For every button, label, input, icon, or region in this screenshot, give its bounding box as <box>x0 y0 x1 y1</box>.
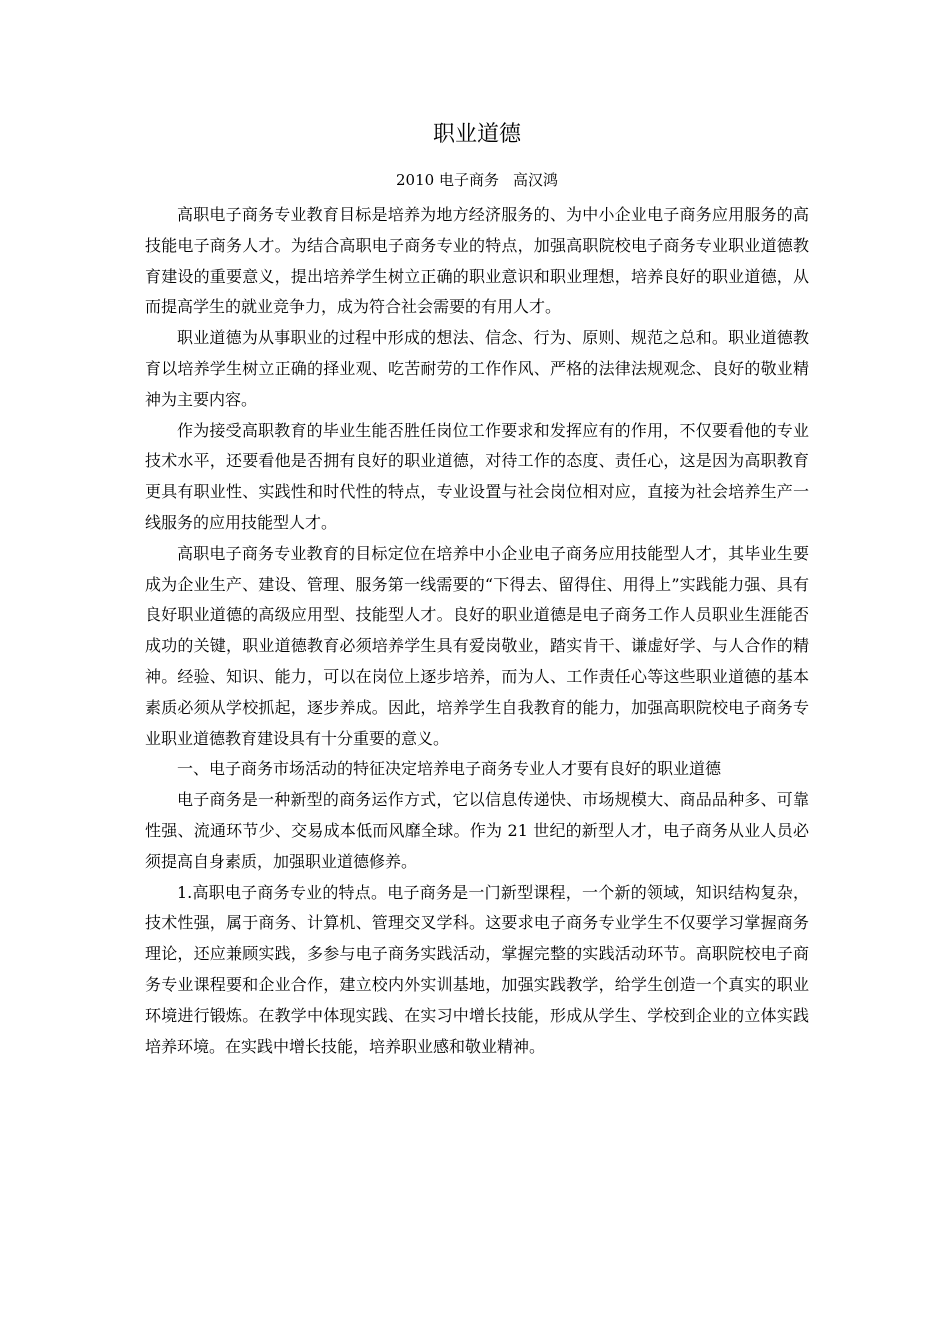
paragraph-1: 高职电子商务专业教育目标是培养为地方经济服务的、为中小企业电子商务应用服务的高技能电子商务人才。为结合高职电子商务专业的特点，加强高职院校电子商务专业职业道德教育建设的重要意义，提出培养学生树立正确的职业意识和职业理想，培养良好的职业道德，从而提高学生的就业竞争力，成为符合社会需要的有用人才。 <box>145 205 809 317</box>
document-subtitle <box>145 168 809 192</box>
class-label: 2010 电子商务 <box>396 171 499 189</box>
document-body <box>145 200 809 1062</box>
paragraph-4: 高职电子商务专业教育的目标定位在培养中小企业电子商务应用技能型人才，其毕业生要成为企业生产、建设、管理、服务第一线需要的“下得去、留得住、用得上”实践能力强、具有良好职业道德的高级应用型、技能型人才。良好的职业道德是电子商务工作人员职业生涯能否成功的关键，职业道德教育必须培养学生具有爱岗敬业，踏实肯干、谦虚好学、与人合作的精神。经验、知识、能力，可以在岗位上逐步培养，而为人、工作责任心等这些职业道德的基本素质必须从学校抓起，逐步养成。因此，培养学生自我教育的能力，加强高职院校电子商务专业职业道德教育建设具有十分重要的意义。 <box>145 543 809 748</box>
document-title: 职业道德 <box>432 122 521 147</box>
paragraph-2: 职业道德为从事职业的过程中形成的想法、信念、行为、原则、规范之总和。职业道德教育以培养学生树立正确的择业观、吃苦耐劳的工作作风、严格的法律法规观念、良好的敬业精神为主要内容。 <box>145 328 809 409</box>
author-name: 高汉鸿 <box>512 171 558 189</box>
paragraph-6: 1.高职电子商务专业的特点。电子商务是一门新型课程，一个新的领域，知识结构复杂，技术性强，属于商务、计算机、管理交叉学科。这要求电子商务专业学生不仅要学习掌握商务理论，还应兼顾实践，多参与电子商务实践活动，掌握完整的实践活动环节。高职院校电子商务专业课程要和企业合作，建立校内外实训基地，加强实践教学，给学生创造一个真实的职业环境进行锻炼。在教学中体现实践、在实习中增长技能，形成从学生、学校到企业的立体实践培养环境。在实践中增长技能，培养职业感和敬业精神。 <box>145 882 809 1056</box>
paragraph-3: 作为接受高职教育的毕业生能否胜任岗位工作要求和发挥应有的作用，不仅要看他的专业技术水平，还要看他是否拥有良好的职业道德，对待工作的态度、责任心，这是因为高职教育更具有职业性、实践性和时代性的特点，专业设置与社会岗位相对应，直接为社会培养生产一线服务的应用技能型人才。 <box>145 420 809 532</box>
section-heading-1: 一、电子商务市场活动的特征决定培养电子商务专业人才要有良好的职业道德 <box>177 759 722 779</box>
paragraph-5: 电子商务是一种新型的商务运作方式，它以信息传递快、市场规模大、商品品种多、可靠性强、流通环节少、交易成本低而风靡全球。作为 21 世纪的新型人才，电子商务从业人员必须提高自身素质，加强职业道德修养。 <box>145 790 809 871</box>
